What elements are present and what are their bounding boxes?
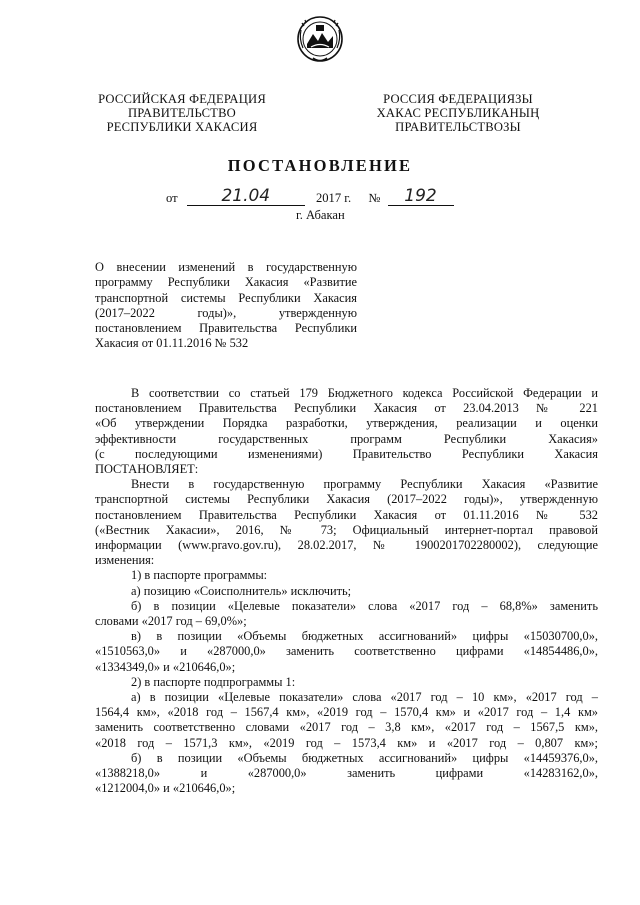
- header-right-line: ПРАВИТЕЛЬСТВОЗЫ: [395, 120, 521, 134]
- header-left-line: ПРАВИТЕЛЬСТВО: [128, 106, 236, 120]
- body-line: а) в позиции «Целевые показатели» слова «2017 год – 10 км», «2017 год –: [131, 690, 598, 705]
- document-title: ПОСТАНОВЛЕНИЕ: [227, 156, 413, 175]
- body-line: Внести в государственную программу Республики Хакасия «Развитие: [131, 477, 598, 492]
- subject-line: О внесении изменений в государственную: [95, 260, 357, 274]
- body-line: в) в позиции «Объемы бюджетных ассигнований» цифры «15030700,0»,: [131, 629, 598, 644]
- body-line: («Вестник Хакасии», 2016, № 73; Официальный интернет-портал правовой: [95, 522, 598, 537]
- body-line: б) в позиции «Объемы бюджетных ассигнований» цифры «14459376,0»,: [131, 750, 598, 765]
- body-line: постановлением Правительства Республики Хакасия от 01.11.2016 № 532: [95, 507, 598, 522]
- number-label: №: [368, 191, 381, 205]
- subject-line: программу Республики Хакасия «Развитие: [95, 275, 357, 290]
- document-body: [95, 386, 598, 796]
- body-line: информации (www.pravo.gov.ru), 28.02.2017, № 1900201702280002), следующие: [95, 538, 598, 553]
- body-line: 1) в паспорте программы:: [131, 568, 268, 583]
- body-line: изменения:: [95, 553, 155, 568]
- body-line: словами «2017 год – 69,0%»;: [95, 614, 247, 629]
- body-line: «Об утверждении Порядка разработки, утверждения, реализации и оценки: [95, 416, 598, 431]
- header-right: [358, 92, 558, 134]
- body-line: В соответствии со статьей 179 Бюджетного кодекса Российской Федерации и: [131, 386, 598, 400]
- header-left-line: РОССИЙСКАЯ ФЕДЕРАЦИЯ: [98, 92, 266, 106]
- year-label: 2017 г.: [315, 191, 352, 205]
- header-left-line: РЕСПУБЛИКИ ХАКАСИЯ: [106, 120, 258, 134]
- body-line: «1388218,0» и «287000,0» заменить цифрами «14283162,0»,: [95, 766, 598, 781]
- from-label: от: [166, 191, 178, 205]
- header-left: [82, 92, 282, 134]
- body-line: «1334349,0» и «210646,0»;: [95, 659, 236, 674]
- subject-line: (2017–2022 годы)», утвержденную: [95, 305, 357, 320]
- subject-line: транспортной системы Республики Хакасия: [95, 290, 357, 305]
- body-line: ПОСТАНОВЛЯЕТ:: [95, 462, 199, 477]
- body-line: заменить соответственно словами «2017 год – 3,8 км», «2017 год – 1567,5 км»,: [95, 720, 598, 735]
- header-right-line: ХАКАС РЕСПУБЛИКАНЫҢ: [376, 106, 540, 120]
- body-line: 1564,4 км», «2018 год – 1567,4 км», «2019 год – 1570,4 км» и «2017 год – 1,4 км»: [95, 705, 598, 720]
- subject-block: [95, 260, 357, 352]
- body-line: «1510563,0» и «287000,0» заменить соответственно цифрами «14854486,0»,: [95, 644, 598, 659]
- body-line: транспортной системы Республики Хакасия (2017–2022 годы)», утвержденную: [95, 492, 598, 507]
- body-line: (с последующими изменениями) Правительство Республики Хакасия: [95, 446, 598, 461]
- body-line: а) позицию «Соисполнитель» исключить;: [131, 583, 352, 598]
- city-label: г. Абакан: [296, 208, 345, 222]
- body-line: «1212004,0» и «210646,0»;: [95, 781, 236, 796]
- date-number-line: [166, 186, 454, 206]
- body-line: б) в позиции «Целевые показатели» слова «2017 год – 68,8%» заменить: [131, 598, 598, 613]
- subject-line: Хакасия от 01.11.2016 № 532: [95, 336, 249, 351]
- header-right-line: РОССИЯ ФЕДЕРАЦИЯЗЫ: [383, 92, 533, 106]
- body-line: 2) в паспорте подпрограммы 1:: [131, 674, 296, 689]
- body-line: постановлением Правительства Республики Хакасия от 23.04.2013 № 221: [95, 401, 598, 416]
- subject-line: постановлением Правительства Республики: [95, 321, 357, 336]
- body-line: эффективности государственных программ Республики Хакасия»: [95, 431, 598, 446]
- coat-of-arms-emblem: [295, 14, 345, 66]
- handwritten-number: 192: [388, 189, 454, 206]
- body-line: «2018 год – 1571,3 км», «2019 год – 1573,4 км» и «2017 год – 0,807 км»;: [95, 735, 598, 750]
- handwritten-date: 21.04: [187, 189, 305, 206]
